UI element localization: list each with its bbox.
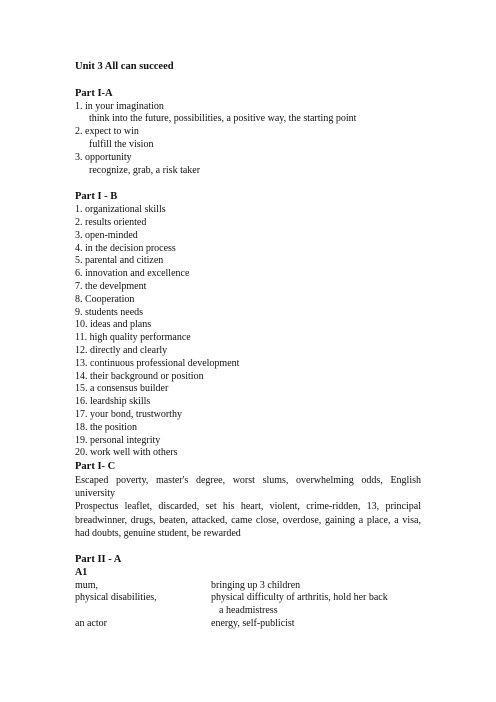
list-item: 15. a consensus builder <box>75 383 169 395</box>
list-item: 19. personal integrity <box>75 434 161 446</box>
list-item: 17. your bond, trustworthy <box>75 408 182 420</box>
section-part-1c <box>75 461 421 540</box>
answer-paragraph: Prospectus leaflet, discarded, set his heart, violent, crime-ridden, 13, principal breadwinner, drugs, beaten, attacked, came close, overdose, gaining a place, a visa, had doubts, genuine student, be rewarded <box>75 501 421 539</box>
list-item-detail: recognize, grab, a risk taker <box>89 164 201 176</box>
list-item: 6. innovation and excellence <box>75 268 190 280</box>
list-item: 7. the develpment <box>75 280 147 292</box>
list-item: 16. leardship skills <box>75 396 151 408</box>
answer-row <box>75 592 421 605</box>
answer-right: a headmistress <box>219 605 278 617</box>
section-heading: Part I- C <box>75 461 116 473</box>
answer-left: mum, <box>75 579 99 591</box>
list-item: 3. open-minded <box>75 229 138 241</box>
list-item: 14. their background or position <box>75 370 204 382</box>
list-item: 4. in the decision process <box>75 242 176 254</box>
list-item: 10. ideas and plans <box>75 319 152 331</box>
answer-row <box>75 605 421 618</box>
answer-left: an actor <box>75 617 107 629</box>
document-body <box>75 61 421 631</box>
list-item: 5. parental and citizen <box>75 255 164 267</box>
list-item: 1. in your imagination <box>75 100 164 112</box>
list-item-detail: fulfill the vision <box>89 138 154 150</box>
answer-right: energy, self-publicist <box>211 617 295 629</box>
section-heading: Part I-A <box>75 87 113 99</box>
section-heading: Part I - B <box>75 191 118 203</box>
list-item: 3. opportunity <box>75 151 132 163</box>
list-item: 1. organizational skills <box>75 204 166 216</box>
answer-paragraph: Escaped poverty, master's degree, worst slums, overwhelming odds, English university <box>75 474 421 500</box>
unit-title: Unit 3 All can succeed <box>75 61 174 72</box>
section-part-1a <box>75 88 421 178</box>
list-item-detail: think into the future, possibilities, a positive way, the starting point <box>89 113 357 125</box>
list-item: 2. expect to win <box>75 126 139 138</box>
section-part-2a <box>75 554 421 631</box>
section-heading: Part II - A <box>75 553 122 565</box>
answer-right: bringing up 3 children <box>211 579 301 591</box>
list-item: 18. the position <box>75 421 137 433</box>
list-item: 9. students needs <box>75 306 144 318</box>
list-item: 11. high quality performance <box>75 332 191 344</box>
list-item: 2. results oriented <box>75 216 147 228</box>
list-item: 8. Cooperation <box>75 293 135 305</box>
list-item: 12. directly and clearly <box>75 344 168 356</box>
list-item: 20. work well with others <box>75 447 178 459</box>
subsection-heading: A1 <box>75 566 88 578</box>
answer-row <box>75 618 421 631</box>
answer-row <box>75 580 421 593</box>
list-item: 13. continuous professional development <box>75 357 240 369</box>
answer-right: physical difficulty of arthritis, hold her back <box>211 592 388 604</box>
section-part-1b <box>75 191 421 460</box>
answer-left: physical disabilities, <box>75 592 157 604</box>
